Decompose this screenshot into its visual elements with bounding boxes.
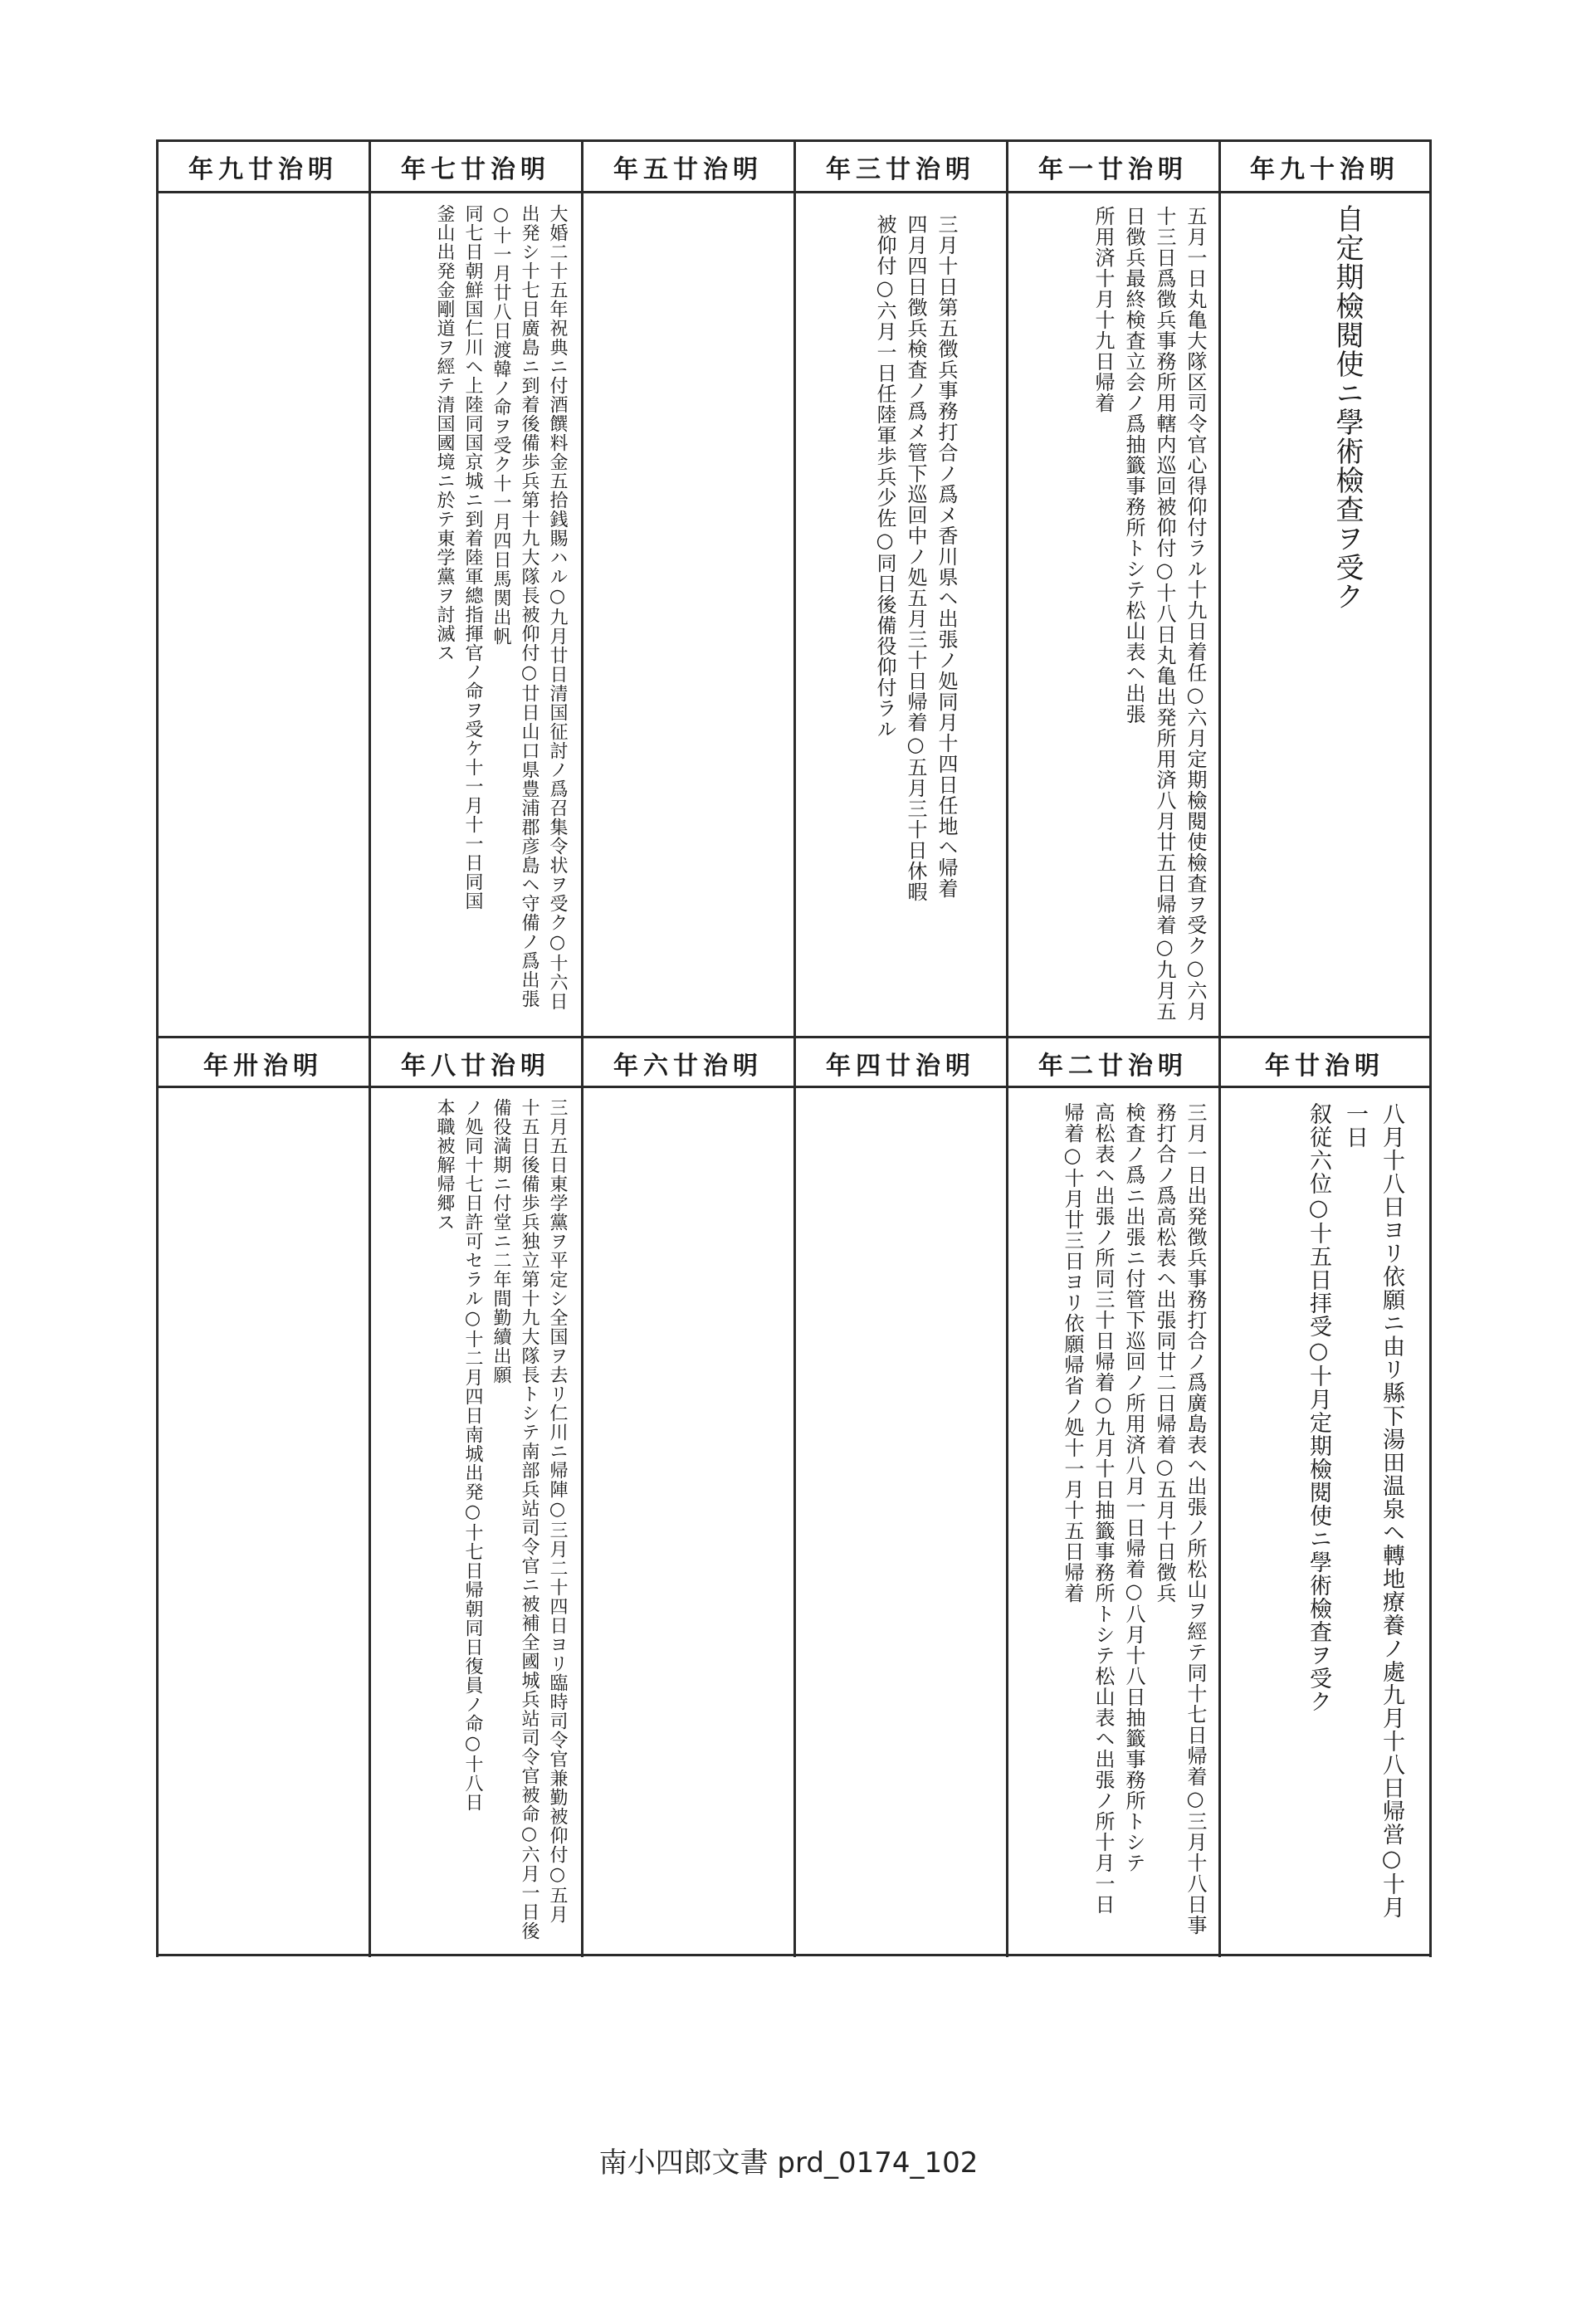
year-header [1220,1038,1429,1089]
year-entry [1036,206,1210,1028]
year-header [583,141,793,193]
entry-line: 三月五日東学黨ヲ平定シ全国ヲ去リ仁川ニ帰陣○三月二十四日ヨリ臨時司令官兼勤被仰付○五月十五日後備歩兵独立第十九大隊長トシテ南部兵站司令官ニ被補全國城兵站司令官被命○六月一日後備役満期ニ付堂ニ二年間勤續出願 [491,1098,568,1941]
year-entry [1326,204,1368,1001]
entry-line: ノ処同十七日許可セラル○十二月四日南城出発○十七日帰朝同日復員ノ命○十八日 [462,1098,483,1812]
year-header [370,141,581,193]
entry-line: 八月十八日ヨリ依願ニ由リ縣下湯田温泉ヘ轉地療養ノ處九月十八日帰営○十月一日 [1342,1102,1404,1919]
entry-line: 本職被解帰郷ス [434,1098,455,1232]
year-header-text: 明治廿六年 [613,1052,763,1081]
year-header [795,1038,1006,1089]
year-header [158,1038,369,1089]
entry-line: 被仰付○六月一日任陸軍歩兵少佐○同日後備役仰付ラル [873,214,896,740]
entry-line: 四月四日徴兵検査ノ爲メ管下巡回中ノ処五月三十日帰着○五月三十日休暇 [904,214,927,902]
entry-line: 釜山出発金剛道ヲ經テ清国國境ニ於テ東学黨ヲ討滅ス [434,204,455,662]
document-caption: 南小四郎文書 prd_0174_102 [598,2146,979,2180]
year-entry [820,1102,870,1932]
entry-line: 検査ノ爲ニ出張ニ付管下巡回ノ所用済八月一日帰着○八月十八日抽籤事務所トシテ [1122,1102,1145,1873]
year-entry [604,1102,654,1932]
year-header-text: 明治廿三年 [826,155,975,184]
year-header [795,141,1006,193]
ledger-sheet [156,139,1432,1957]
year-header-text: 明治十九年 [1250,155,1399,184]
year-header [158,141,369,193]
year-header [1220,141,1429,193]
year-entry [1036,1102,1210,1941]
year-header-text: 明治廿九年 [188,155,338,184]
year-header-text: 明治廿四年 [826,1052,975,1081]
year-entry [384,1098,571,1941]
year-entry [380,204,571,1026]
entry-line: 三月一日出発徴兵事務打合ノ爲廣島表ヘ出張ノ所松山ヲ經テ同十七日帰着○三月十八日事務打合ノ爲高松表ヘ出張同廿二日帰着○五月十日徴兵 [1153,1102,1207,1936]
year-header-text: 明治卅年 [203,1052,323,1081]
entry-line: 所用済十月十九日帰着 [1091,206,1115,413]
entry-line: 三月十日第五徴兵事務打合ノ爲メ香川県ヘ出張ノ処同月十四日任地ヘ帰着 [935,214,958,899]
entry-line: 帰着○十月廿三日ヨリ依願帰省ノ処十一月十五日帰着 [1061,1102,1084,1604]
year-entry [173,1102,222,1932]
entry-line: 高松表ヘ出張ノ所同三十日帰着○九月十日抽籤事務所トシテ松山表ヘ出張ノ所十月一日 [1091,1102,1115,1915]
year-header [583,1038,793,1089]
entry-line: 叙従六位○十五日拝受○十月定期檢閱使ニ學術檢査ヲ受ク [1306,1102,1331,1713]
entry-line: 同七日朝鮮国仁川ヘ上陸同国京城ニ到着陸軍總指揮官ノ命ヲ受ケ十一月十一日同国 [462,204,483,911]
year-header-text: 明治廿一年 [1038,155,1188,184]
entry-line: 五月一日丸亀大隊区司令官心得仰付ラル十九日着任○六月定期檢閱使檢査ヲ受ク○六月十三日爲徴兵事務所用轄内巡回被仰付○十八日丸亀出発所用済八月廿五日帰着○九月五日徴兵最終検査立会ノ爲抽籤事務所トシテ松山表ヘ出張 [1122,206,1207,1022]
year-header-text: 明治廿二年 [1038,1052,1188,1081]
column-divider [1429,139,1432,1957]
entry-line: 大婚二十五年祝典ニ付酒饌料金五拾銭賜ハル○九月廿日清国征討ノ爲召集令状ヲ受ク○十六日出発シ十七日廣島ニ到着後備歩兵第十九大隊長被仰付○廿日山口県豊浦郡彦島ヘ守備ノ爲出張○十一月廿八日渡韓ノ命ヲ受ク十一月四日馬関出帆 [491,204,568,1011]
year-header [1008,1038,1218,1089]
year-header-text: 明治廿年 [1265,1052,1384,1081]
year-entry [596,214,646,1028]
year-header-text: 明治廿八年 [401,1052,550,1081]
year-entry [1306,1102,1409,1941]
year-header [1008,141,1218,193]
year-header-text: 明治廿五年 [613,155,763,184]
year-header [370,1038,581,1089]
year-entry [837,214,961,1028]
year-header-text: 明治廿七年 [401,155,550,184]
year-entry [173,214,222,1028]
entry-line: 自定期檢閱使ニ學術檢查ヲ受ク [1330,204,1364,611]
